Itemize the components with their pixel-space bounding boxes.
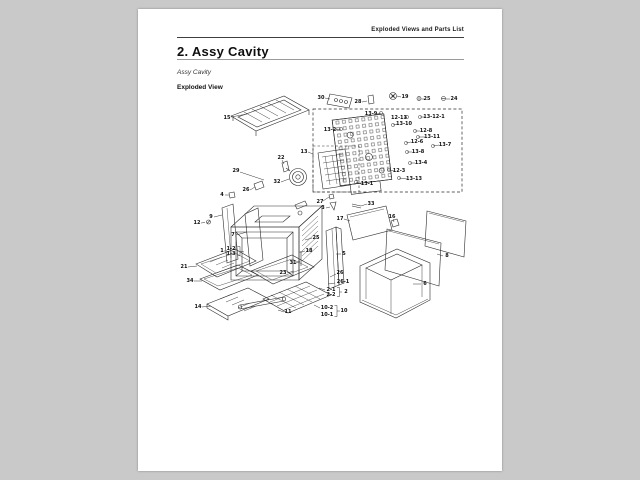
part-label-2-1: 2-1 [326,287,336,293]
part-label-13-9: 13-9 [364,111,378,117]
part-label-16: 16 [388,214,396,220]
part-label-24: 24 [450,96,458,102]
part-label-11: 11 [284,309,292,315]
part-label-2: 2 [344,289,348,295]
screw-12-icon [207,220,211,224]
part-label-13: 13 [300,149,308,155]
part-label-13-11: 13-11 [424,134,440,140]
part-label-12: 12 [193,220,201,226]
part-label-18: 18 [305,248,313,254]
fan-19-icon [390,93,397,100]
part-label-8: 8 [445,253,449,259]
part-label-26: 26 [336,270,344,276]
part-label-25: 25 [312,235,320,241]
part-label-13-2: 13-2 [323,127,337,133]
cone-3-shape [330,202,336,210]
part-label-3: 3 [321,205,325,211]
part-label-2-2: 2-2 [326,292,336,298]
page-title: 2. Assy Cavity [177,44,269,59]
part-label-7: 7 [231,232,235,238]
part-label-27: 27 [316,199,324,205]
part-label-26: 26 [242,187,250,193]
part-4-shape [229,192,235,198]
outer-case-6-shape [360,249,430,318]
rear-panels-8-shape [385,211,466,286]
bracket-16-shape [391,219,399,227]
part-label-33: 33 [367,201,375,207]
panel-7-shape [245,208,263,266]
part-label-12-3: 12-3 [392,168,406,174]
part-label-15: 15 [223,115,231,121]
part-label-12-8: 12-8 [419,128,433,134]
part-label-29: 29 [232,168,240,174]
subtitle: Assy Cavity [177,69,211,76]
part-label-6: 6 [423,281,427,287]
part-label-34: 34 [186,278,194,284]
part-label-9: 9 [209,214,213,220]
part-label-10: 10 [340,308,348,314]
part-28-shape [368,95,374,104]
running-header: Exploded Views and Parts List [371,27,464,33]
keypad-30-shape [327,94,352,108]
wire-rack-shape [231,96,309,136]
part-label-31: 31 [289,260,297,266]
part-label-21: 21 [180,264,188,270]
part-label-12-13: 12-13 [391,115,407,121]
panel-17-shape [347,206,392,240]
part-label-13-13: 13-13 [406,176,422,182]
part-label-26-1: 26-1 [336,279,350,285]
part-label-17: 17 [336,216,344,222]
part-label-13-8: 13-8 [411,149,425,155]
part-label-13-7: 13-7 [438,142,452,148]
section-label: Exploded View [177,84,223,91]
part-label-1-2: 1-2 [226,246,236,252]
strip-33-shape [352,204,361,208]
part-label-14: 14 [194,304,202,310]
screw-25-icon [417,97,421,101]
part-label-12-6: 12-6 [410,139,424,145]
bracket-26-shape [254,181,264,190]
part-label-10-2: 10-2 [320,305,334,311]
part-label-32: 32 [273,179,281,185]
part-27-shape [329,194,334,199]
part-label-1: 1 [220,248,224,254]
part-label-28: 28 [354,99,362,105]
part-label-13-4: 13-4 [414,160,428,166]
part-label-1-3: 1-3 [226,251,236,257]
part-label-30: 30 [317,95,325,101]
pcb-inset-box [313,109,462,196]
part-label-23: 23 [279,270,287,276]
part-label-10-1: 10-1 [320,312,334,318]
part-label-25: 25 [423,96,431,102]
part-label-5: 5 [342,251,346,257]
tray-14-shape [207,288,269,320]
part-label-19: 19 [401,94,409,100]
part-label-13-1: 13-1 [360,181,374,187]
part-label-4: 4 [220,192,224,198]
part-label-13-12-1: 13-12-1 [423,114,445,120]
screw-24-icon [442,97,446,101]
turntable-motor-shape [286,168,307,186]
part-label-22: 22 [277,155,285,161]
part-label-13-10: 13-10 [396,121,412,127]
